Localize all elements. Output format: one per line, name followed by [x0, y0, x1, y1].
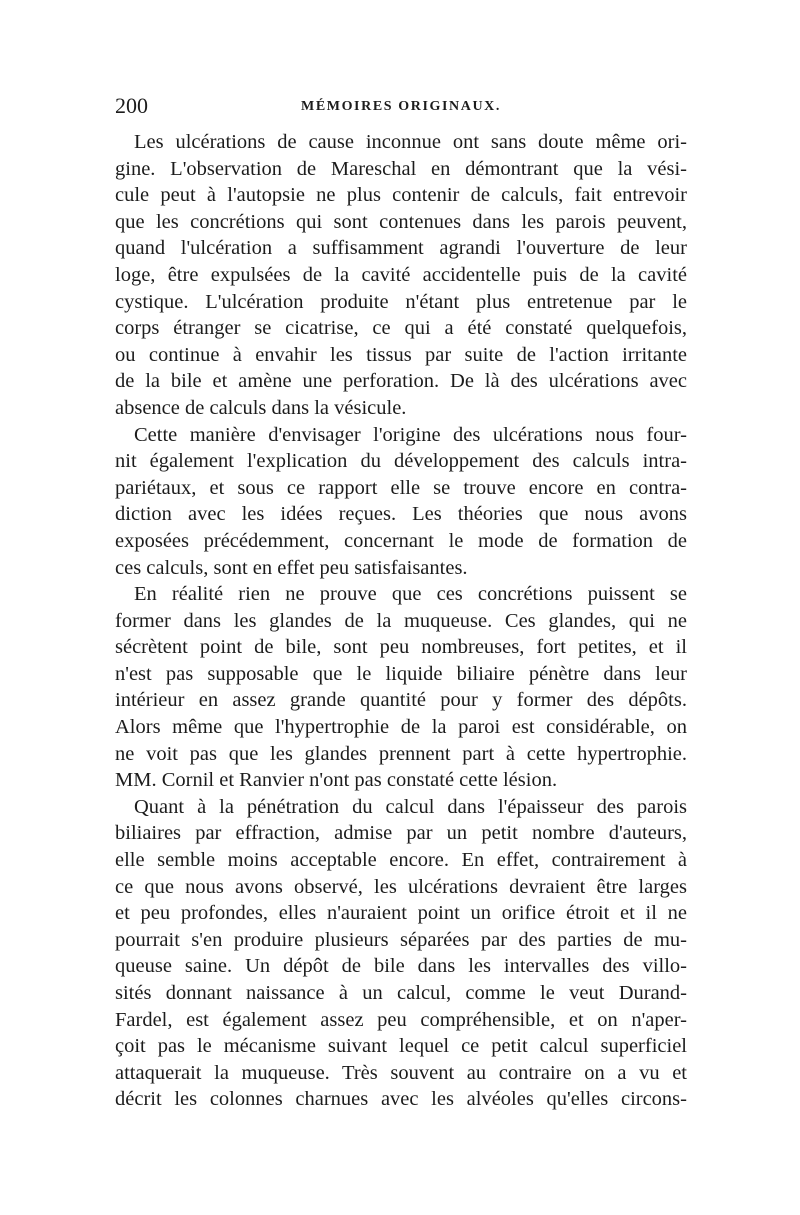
text-line: elle semble moins acceptable encore. En effet, contrairement à [115, 849, 687, 872]
text-line: absence de calculs dans la vésicule. [115, 396, 407, 419]
text-line: exposées précédemment, concernant le mode de formation de [115, 529, 687, 552]
text-line: biliaires par effraction, admise par un petit nombre d'auteurs, [115, 822, 687, 845]
body-text [115, 129, 687, 1113]
text-line: sécrètent point de bile, sont peu nombreuses, fort petites, et il [115, 636, 687, 659]
text-line: gine. L'observation de Mareschal en démontrant que la vési- [115, 157, 687, 180]
text-line: ces calculs, sont en effet peu satisfaisantes. [115, 556, 468, 579]
page-number: 200 [115, 93, 148, 118]
text-line: Alors même que l'hypertrophie de la paroi est considérable, on [115, 716, 687, 739]
text-line: corps étranger se cicatrise, ce qui a été constaté quelquefois, [115, 317, 687, 340]
text-line: çoit pas le mécanisme suivant lequel ce petit calcul superficiel [115, 1035, 687, 1058]
text-line: que les concrétions qui sont contenues dans les parois peuvent, [115, 210, 687, 233]
text-line: attaquerait la muqueuse. Très souvent au contraire on a vu et [115, 1061, 687, 1084]
text-line: sités donnant naissance à un calcul, comme le veut Durand- [115, 982, 687, 1004]
text-line: ce que nous avons observé, les ulcérations devraient être larges [115, 875, 687, 898]
text-line: loge, être expulsées de la cavité accidentelle puis de la cavité [115, 263, 687, 286]
text-line: pariétaux, et sous ce rapport elle se trouve encore en contra- [115, 476, 687, 499]
text-line: et peu profondes, elles n'auraient point un orifice étroit et il ne [115, 902, 687, 925]
text-line: Fardel, est également assez peu compréhensible, et on n'aper- [115, 1008, 687, 1031]
running-title: MÉMOIRES ORIGINAUX. [301, 99, 501, 114]
text-line: ne voit pas que les glandes prennent part à cette hypertrophie. [115, 742, 687, 765]
text-line: Quant à la pénétration du calcul dans l'épaisseur des parois [134, 795, 687, 818]
text-line: décrit les colonnes charnues avec les alvéoles qu'elles circons- [115, 1088, 687, 1111]
text-line: ou continue à envahir les tissus par suite de l'action irritante [115, 343, 687, 366]
text-line: diction avec les idées reçues. Les théories que nous avons [115, 503, 687, 526]
text-line: cule peut à l'autopsie ne plus contenir de calculs, fait entrevoir [115, 184, 687, 207]
page-header [115, 93, 687, 123]
text-line: de la bile et amène une perforation. De là des ulcérations avec [115, 370, 687, 393]
text-line: pourrait s'en produire plusieurs séparées par des parties de mu- [115, 928, 687, 951]
text-line: quand l'ulcération a suffisamment agrandi l'ouverture de leur [115, 237, 687, 260]
text-line: former dans les glandes de la muqueuse. Ces glandes, qui ne [115, 609, 687, 632]
text-line: n'est pas supposable que le liquide biliaire pénètre dans leur [115, 662, 687, 685]
text-line: nit également l'explication du développement des calculs intra- [115, 450, 687, 473]
text-line: En réalité rien ne prouve que ces concrétions puissent se [134, 583, 687, 606]
text-line: MM. Cornil et Ranvier n'ont pas constaté cette lésion. [115, 769, 558, 792]
text-line: cystique. L'ulcération produite n'étant plus entretenue par le [115, 290, 687, 313]
text-line: queuse saine. Un dépôt de bile dans les intervalles des villo- [115, 955, 687, 978]
text-line: intérieur en assez grande quantité pour y former des dépôts. [115, 689, 687, 712]
text-line: Les ulcérations de cause inconnue ont sans doute même ori- [134, 131, 687, 153]
text-line: Cette manière d'envisager l'origine des ulcérations nous four- [134, 423, 687, 446]
